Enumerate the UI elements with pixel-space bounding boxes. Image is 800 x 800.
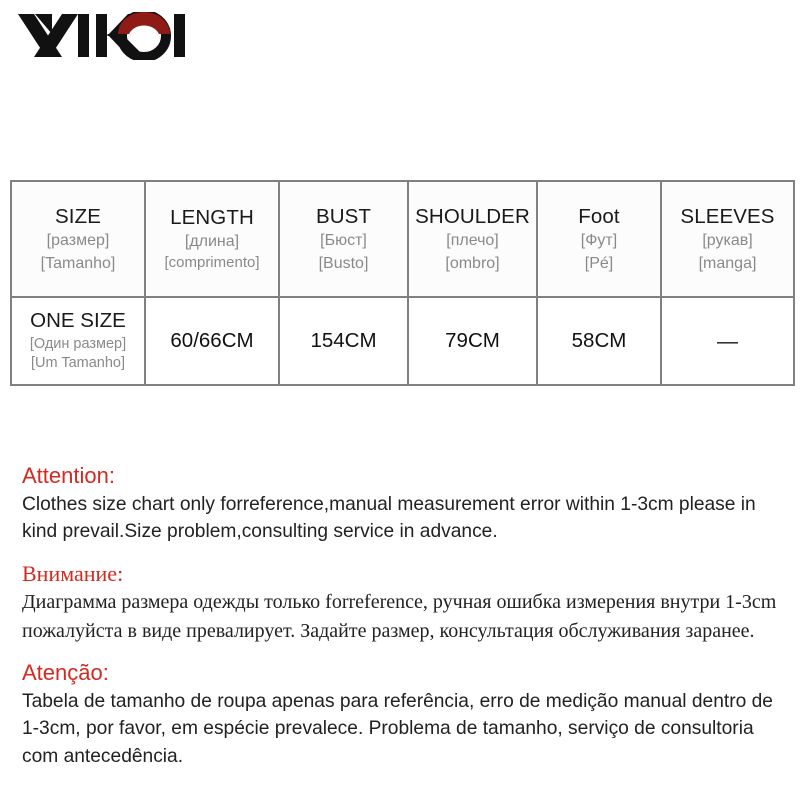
table-row (11, 297, 794, 385)
note-title-ru: Внимание: (22, 560, 124, 586)
value-size-pt: [Um Tamanho] (30, 355, 126, 372)
note-title-pt: Atenção: (22, 660, 109, 686)
cell-foot-value (537, 297, 661, 385)
header-title-shoulder: SHOULDER (415, 205, 530, 229)
value-sleeves: — (717, 329, 738, 353)
cell-size-value (11, 297, 145, 385)
brand-logo (18, 10, 190, 62)
header-ru-sleeves: [рукав] (702, 232, 753, 250)
cell-shoulder-value (408, 297, 537, 385)
header-cell-foot (537, 181, 661, 297)
table-header-row (11, 181, 794, 297)
notes-section (22, 462, 778, 770)
header-pt-sleeves: [manga] (698, 254, 757, 272)
header-cell-size (11, 181, 145, 297)
value-length: 60/66CM (170, 328, 254, 352)
header-cell-sleeves (661, 181, 794, 297)
note-block-ru (22, 560, 778, 645)
header-title-size: SIZE (55, 205, 101, 229)
xikoi-logo-icon (18, 12, 190, 60)
value-foot: 58CM (571, 328, 627, 352)
header-cell-bust (279, 181, 408, 297)
value-size-ru: [Один размер] (29, 335, 127, 352)
value-size: ONE SIZE (30, 309, 126, 333)
header-ru-length: [длина] (184, 233, 240, 251)
header-ru-foot: [Фут] (580, 232, 618, 250)
header-pt-shoulder: [ombro] (445, 254, 500, 272)
note-body-ru: Диаграмма размера одежды только forreference, ручная ошибка измерения внутри 1-3cm пожалуйста в виде превалирует. Задайте размер, консультация обслуживания заранее. (22, 591, 777, 642)
header-title-bust: BUST (315, 205, 372, 229)
header-cell-length (145, 181, 279, 297)
header-pt-length: [comprimento] (164, 254, 260, 272)
header-title-foot: Foot (578, 205, 620, 229)
cell-length-value (145, 297, 279, 385)
header-title-sleeves: SLEEVES (680, 205, 775, 229)
value-shoulder: 79CM (445, 328, 500, 352)
note-block-en (22, 462, 778, 546)
header-cell-shoulder (408, 181, 537, 297)
note-body-pt: Tabela de tamanho de roupa apenas para referência, erro de medição manual dentro de 1-3cm, por favor, em espécie prevalece. Problema de tamanho, serviço de consultoria com antecedência. (22, 690, 773, 767)
size-chart-table (10, 180, 795, 386)
cell-bust-value (279, 297, 408, 385)
header-pt-size: [Tamanho] (40, 254, 116, 272)
header-ru-bust: [Бюст] (320, 232, 367, 250)
header-pt-foot: [Pé] (584, 254, 614, 272)
value-bust: 154CM (310, 328, 377, 352)
note-block-pt (22, 659, 778, 770)
header-title-length: LENGTH (170, 206, 254, 230)
header-ru-size: [размер] (46, 232, 110, 250)
note-title-en: Attention: (22, 463, 115, 488)
header-ru-shoulder: [плечо] (446, 232, 499, 250)
header-pt-bust: [Busto] (318, 254, 369, 272)
note-body-en: Clothes size chart only forreference,manual measurement error within 1-3cm please in kind prevail.Size problem,consulting service in advance. (22, 493, 756, 543)
cell-sleeves-value (661, 297, 794, 385)
